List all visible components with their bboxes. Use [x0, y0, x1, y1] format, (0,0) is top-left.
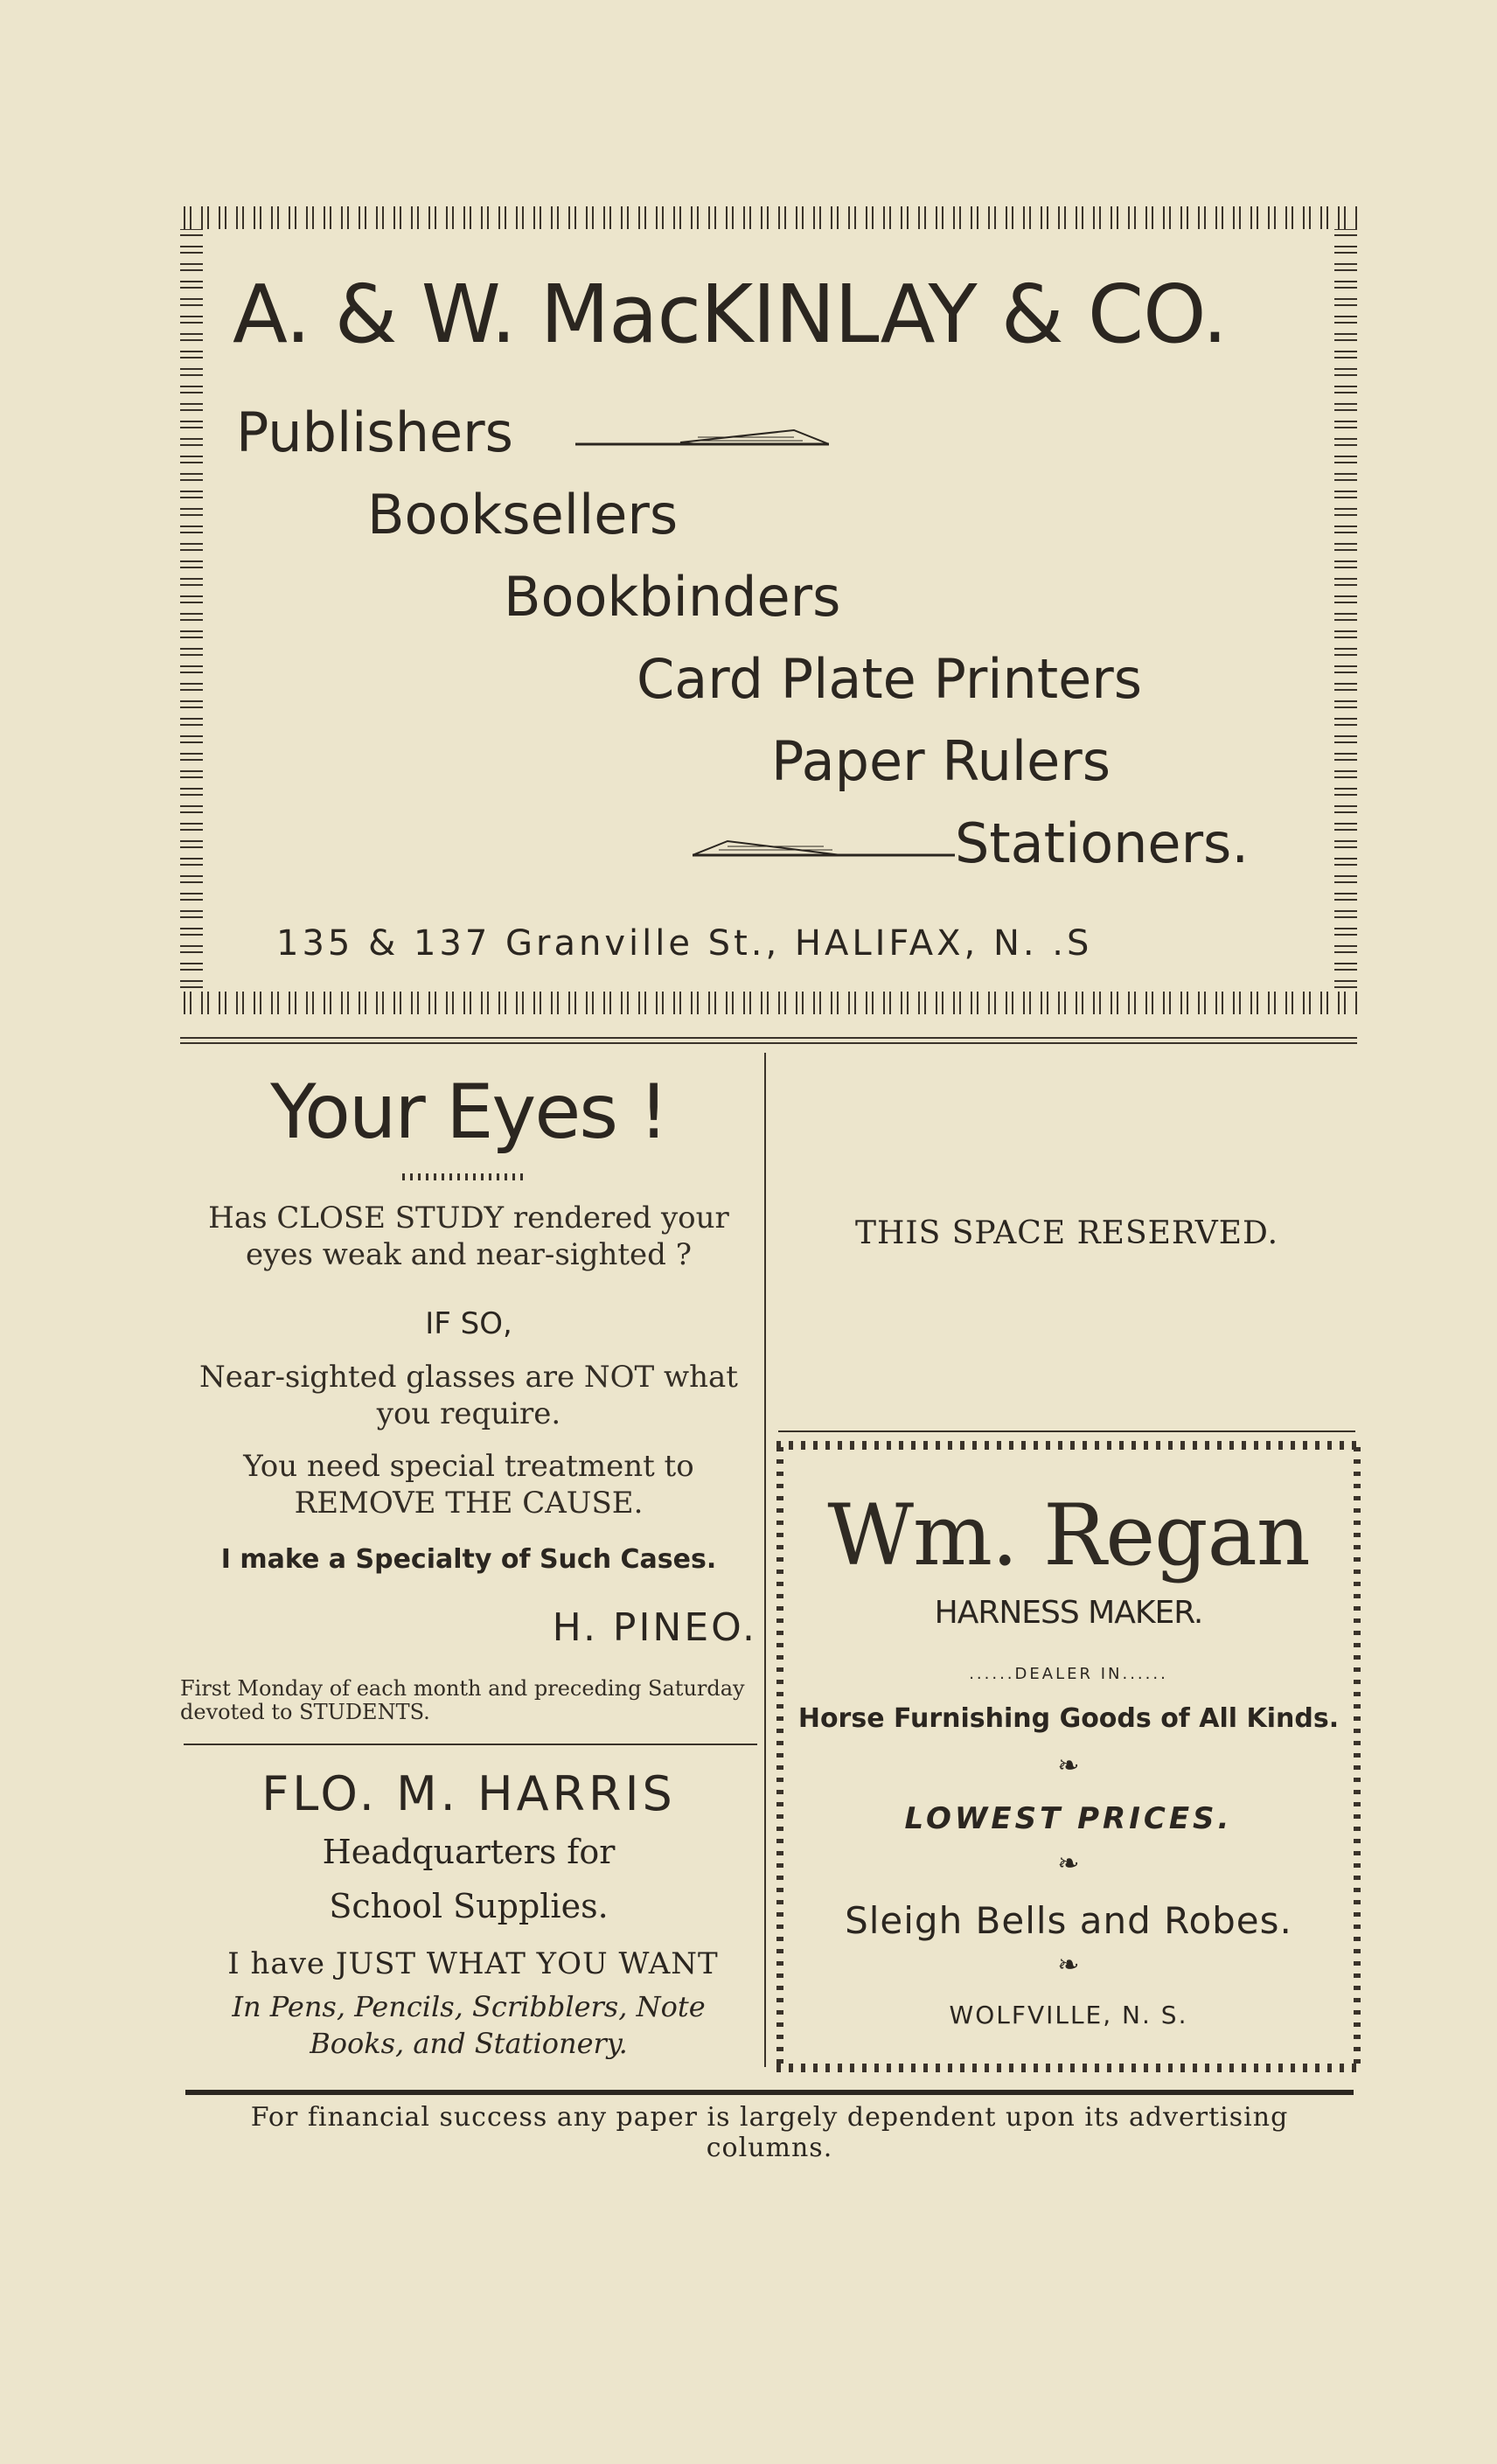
eyes-ad-question: Has CLOSE STUDY rendered your eyes weak and near-sighted ? [208, 1201, 729, 1272]
arrow-rule-icon [693, 838, 955, 857]
regan-ad-prices: LOWEST PRICES. [904, 1801, 1233, 1836]
service-booksellers: Booksellers [367, 483, 679, 546]
ornament-divider [402, 1173, 525, 1180]
harris-ad-name: FLO. M. HARRIS [261, 1766, 676, 1821]
service-publishers: Publishers [236, 400, 513, 464]
harris-ad-supplies: School Supplies. [329, 1887, 609, 1925]
fleuron-icon: ❧ [1057, 1950, 1080, 1980]
column-divider [764, 1053, 766, 2067]
regan-ad-goods: Horse Furnishing Goods of All Kinds. [797, 1703, 1340, 1734]
regan-ad-bells: Sleigh Bells and Robes. [845, 1899, 1292, 1942]
ornamental-border-left [776, 1443, 783, 2064]
eyes-ad-title: Your Eyes ! [270, 1068, 667, 1156]
service-bookbinders: Bookbinders [504, 565, 841, 629]
service-paper-rulers: Paper Rulers [771, 729, 1111, 793]
ornamental-border-top [180, 206, 1357, 229]
column-rule [184, 1744, 757, 1745]
harris-ad-just-what: I have JUST WHAT YOU WANT [227, 1946, 719, 1981]
footer-note: For financial success any paper is largely dependent upon its advertising columns. [250, 2102, 1289, 2163]
service-card-plate-printers: Card Plate Printers [637, 647, 1143, 711]
harris-ad-headquarters: Headquarters for [322, 1833, 616, 1871]
ornamental-border-bottom [180, 992, 1357, 1014]
regan-ad-dealer: ......DEALER IN...... [969, 1665, 1168, 1683]
service-stationers: Stationers. [955, 811, 1250, 875]
arrow-rule-icon [575, 428, 829, 448]
mackinlay-advertisement [180, 206, 1357, 1014]
ornamental-border-bottom [776, 2064, 1361, 2072]
eyes-ad-glasses: Near-sighted glasses are NOT what you require. [199, 1360, 738, 1431]
column-rule [778, 1430, 1355, 1432]
address: 135 & 137 Granville St., HALIFAX, N. .S [276, 923, 1093, 964]
eyes-ad-if-so: IF SO, [425, 1306, 512, 1341]
ornamental-border-right [1334, 229, 1357, 992]
space-reserved-notice: THIS SPACE RESERVED. [854, 1215, 1279, 1251]
eyes-ad-note: First Monday of each month and preceding Saturday devoted to STUDENTS. [180, 1676, 745, 1724]
eyes-ad-specialty: I make a Specialty of Such Cases. [220, 1544, 717, 1575]
regan-ad-place: WOLFVILLE, N. S. [949, 2001, 1188, 2029]
footer-rule [185, 2090, 1354, 2095]
harris-ad-items: In Pens, Pencils, Scribblers, Note Books, and Stationery. [232, 1990, 706, 2060]
fleuron-icon: ❧ [1057, 1751, 1080, 1781]
ornamental-border-top [776, 1441, 1361, 1450]
regan-advertisement [776, 1434, 1361, 2072]
ornamental-border-right [1354, 1443, 1361, 2064]
eyes-ad-name: H. PINEO. [552, 1605, 757, 1650]
regan-ad-trade: HARNESS MAKER. [934, 1595, 1203, 1631]
fleuron-icon: ❧ [1057, 1848, 1080, 1879]
firm-name: A. & W. MacKINLAY & CO. [233, 268, 1228, 361]
section-divider [180, 1037, 1357, 1044]
regan-ad-name: Wm. Regan [827, 1486, 1310, 1584]
ornamental-border-left [180, 229, 203, 992]
eyes-ad-treatment: You need special treatment to REMOVE THE CAUSE. [243, 1449, 694, 1521]
